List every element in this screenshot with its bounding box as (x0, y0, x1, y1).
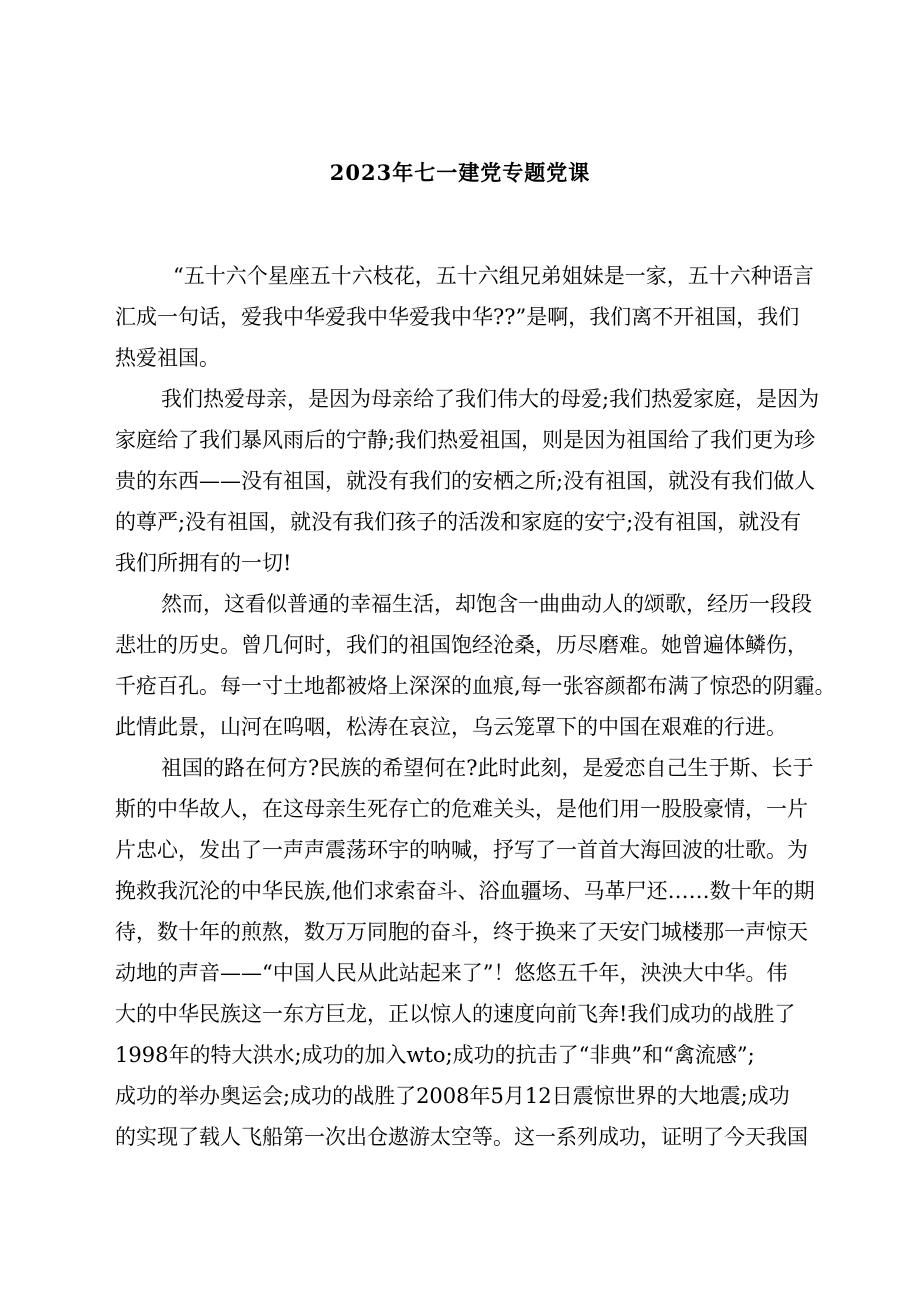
document-body (115, 256, 835, 1158)
paragraph-line: 成功的举办奥运会;成功的战胜了2008年5月12日震惊世界的大地震;成功 (115, 1084, 790, 1108)
paragraph-line: 的实现了载人飞船第一次出仓遨游太空等。这一系列成功，证明了今天我国 (115, 1125, 808, 1149)
paragraph-line: 片忠心，发出了一声声震荡环宇的呐喊，抒写了一首首大海回波的壮歌。为 (115, 838, 808, 862)
paragraph-line: 悲壮的历史。曾几何时，我们的祖国饱经沧桑，历尽磨难。她曾遍体鳞伤， (115, 633, 808, 657)
paragraph-line: 我们所拥有的一切! (115, 551, 292, 575)
paragraph-line: 祖国的路在何方?民族的希望何在?此时此刻，是爱恋自己生于斯、长于 (161, 756, 814, 780)
paragraph-line: 我们热爱母亲，是因为母亲给了我们伟大的母爱;我们热爱家庭，是因为 (161, 387, 820, 411)
paragraph-line: “五十六个星座五十六枝花，五十六组兄弟姐妹是一家，五十六种语言 (173, 264, 814, 288)
paragraph-line: 家庭给了我们暴风雨后的宁静;我们热爱祖国，则是因为祖国给了我们更为珍 (115, 428, 816, 452)
paragraph-line: 斯的中华故人，在这母亲生死存亡的危难关头，是他们用一股股豪情，一片 (115, 797, 808, 821)
paragraph-line: 动地的声音——“中国人民从此站起来了”！悠悠五千年，泱泱大中华。伟 (115, 961, 788, 985)
paragraph-line: 热爱祖国。 (115, 346, 220, 370)
paragraph-3 (115, 584, 835, 748)
paragraph-line: 然而，这看似普通的幸福生活，却饱含一曲曲动人的颂歌，经历一段段 (161, 592, 812, 616)
paragraph-line: 汇成一句话，爱我中华爱我中华爱我中华??”是啊，我们离不开祖国，我们 (115, 305, 800, 329)
paragraph-line: 的尊严;没有祖国，就没有我们孩子的活泼和家庭的安宁;没有祖国，就没有 (115, 510, 802, 534)
paragraph-2 (115, 379, 835, 584)
paragraph-line: 贵的东西——没有祖国，就没有我们的安栖之所;没有祖国，就没有我们做人 (115, 469, 816, 493)
paragraph-line: 1998年的特大洪水;成功的加入wto;成功的抗击了“非典”和“禽流感”; (115, 1043, 755, 1067)
paragraph-line: 大的中华民族这一东方巨龙，正以惊人的速度向前飞奔!我们成功的战胜了 (115, 1002, 796, 1026)
paragraph-line: 千疮百孔。每一寸土地都被烙上深深的血痕,每一张容颜都布满了惊恐的阴霾。 (115, 674, 836, 698)
paragraph-line: 待，数十年的煎熬，数万万同胞的奋斗，终于换来了天安门城楼那一声惊天 (115, 920, 808, 944)
document-title: 2023年七一建党专题党课 (329, 160, 591, 185)
paragraph-1 (115, 256, 835, 379)
paragraph-4 (115, 748, 835, 1158)
paragraph-line: 挽救我沉沦的中华民族,他们求索奋斗、浴血疆场、马革尸还……数十年的期 (115, 879, 815, 903)
paragraph-line: 此情此景，山河在呜咽，松涛在哀泣，乌云笼罩下的中国在艰难的行进。 (115, 715, 787, 739)
